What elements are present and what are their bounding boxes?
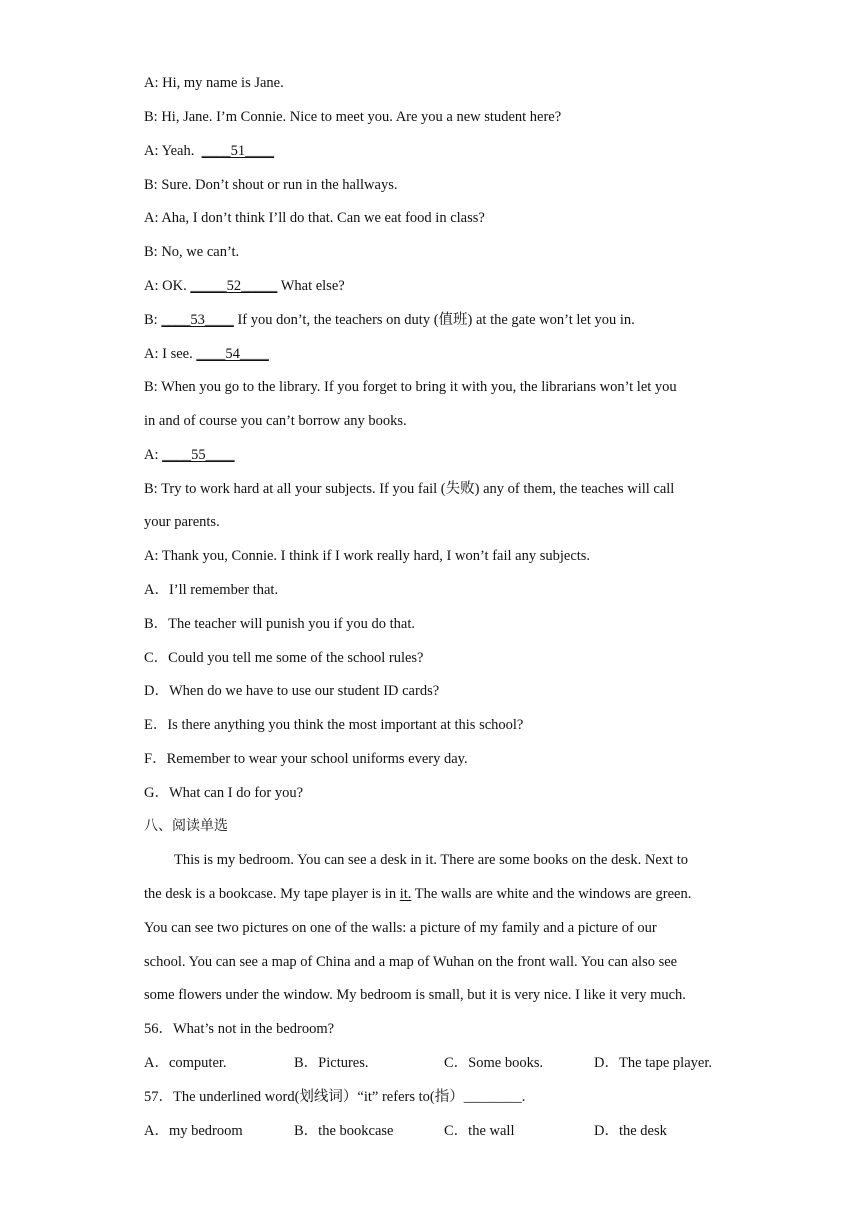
passage-line-2-post: The walls are white and the windows are green. (411, 886, 692, 902)
dialogue-line-8-pre: B: (144, 312, 162, 328)
passage-line-2-pre: the desk is a bookcase. My tape player is in (144, 886, 400, 902)
dialogue-line-12-pre: A: (144, 447, 163, 463)
passage-line-1: This is my bedroom. You can see a desk in it. There are some books on the desk. Next to (174, 852, 688, 868)
dialogue-line-4: B: Sure. Don’t shout or run in the hallways. (144, 177, 398, 193)
option-g: G．What can I do for you? (144, 785, 304, 801)
question-56-option-b: B．Pictures. (294, 1055, 369, 1071)
blank-54: ____54____ (196, 346, 269, 362)
dialogue-line-1: A: Hi, my name is Jane. (144, 75, 284, 91)
passage-line-5: some flowers under the window. My bedroom is small, but it is very nice. I like it very much. (144, 987, 686, 1003)
dialogue-line-7-post: What else? (277, 278, 345, 294)
dialogue-line-7 (144, 276, 345, 296)
underlined-word-it: it. (399, 886, 412, 902)
dialogue-line-12 (144, 445, 235, 465)
blank-53: ____53____ (161, 312, 234, 328)
dialogue-line-15: A: Thank you, Connie. I think if I work really hard, I won’t fail any subjects. (144, 548, 591, 564)
passage-line-3: You can see two pictures on one of the walls: a picture of my family and a picture of our (144, 920, 657, 936)
option-a: A．I’ll remember that. (144, 582, 279, 598)
dialogue-line-9-pre: A: I see. (144, 346, 197, 362)
question-57-stem: 57．The underlined word(划线词）“it” refers to(指）________. (144, 1089, 526, 1105)
question-56-option-a: A．computer. (144, 1055, 227, 1071)
dialogue-line-14: your parents. (144, 514, 220, 530)
question-56-option-c: C．Some books. (444, 1055, 544, 1071)
passage-line-2 (144, 884, 691, 904)
dialogue-line-11: in and of course you can’t borrow any books. (144, 413, 407, 429)
option-c: C．Could you tell me some of the school rules? (144, 650, 424, 666)
dialogue-line-9 (144, 344, 269, 364)
question-57-option-c: C．the wall (444, 1123, 515, 1139)
dialogue-line-3-text: A: Yeah. (144, 143, 202, 159)
question-57-option-b: B．the bookcase (294, 1123, 394, 1139)
question-56-stem: 56．What’s not in the bedroom? (144, 1021, 335, 1037)
dialogue-line-8-post: If you don’t, the teachers on duty (值班) at the gate won’t let you in. (233, 312, 635, 328)
passage-line-4: school. You can see a map of China and a map of Wuhan on the front wall. You can also see (144, 954, 678, 970)
blank-55: ____55____ (162, 447, 235, 463)
dialogue-line-3 (144, 141, 274, 161)
question-56-option-d: D．The tape player. (594, 1055, 712, 1071)
blank-51: ____51____ (201, 143, 275, 159)
blank-52: _____52_____ (190, 278, 278, 294)
dialogue-line-10: B: When you go to the library. If you forget to bring it with you, the librarians won’t let you (144, 379, 677, 395)
option-e: E．Is there anything you think the most important at this school? (144, 717, 524, 733)
dialogue-line-8 (144, 310, 635, 330)
question-57-option-a: A．my bedroom (144, 1123, 243, 1139)
dialogue-line-5: A: Aha, I don’t think I’ll do that. Can we eat food in class? (144, 210, 485, 226)
dialogue-line-2: B: Hi, Jane. I’m Connie. Nice to meet you. Are you a new student here? (144, 109, 562, 125)
dialogue-line-7-pre: A: OK. (144, 278, 191, 294)
dialogue-line-6: B: No, we can’t. (144, 244, 240, 260)
question-57-option-d: D．the desk (594, 1123, 667, 1139)
option-b: B．The teacher will punish you if you do that. (144, 616, 416, 632)
option-f: F．Remember to wear your school uniforms every day. (144, 751, 468, 767)
dialogue-line-13: B: Try to work hard at all your subjects. If you fail (失败) any of them, the teaches will call (144, 481, 675, 497)
option-d: D．When do we have to use our student ID cards? (144, 683, 440, 699)
section-heading: 八、阅读单选 (144, 818, 228, 834)
